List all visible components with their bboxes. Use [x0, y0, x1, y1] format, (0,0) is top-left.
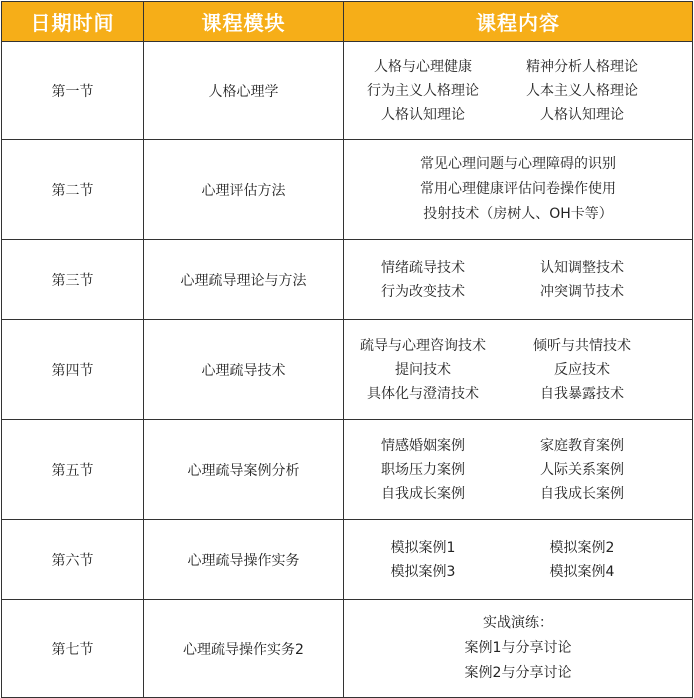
module-cell: 心理疏导技术 — [144, 320, 344, 420]
table-row — [2, 240, 693, 320]
date-cell: 第三节 — [2, 240, 144, 320]
content-item: 反应技术 — [554, 361, 610, 378]
content-grid — [344, 334, 692, 406]
content-item: 自我成长案例 — [381, 485, 465, 502]
header-module: 课程模块 — [144, 2, 344, 42]
content-item: 职场压力案例 — [381, 461, 465, 478]
content-item: 自我成长案例 — [540, 485, 624, 502]
content-item: 实战演练： — [483, 615, 553, 631]
content-cell — [344, 520, 693, 600]
content-item: 模拟案例2 — [549, 539, 615, 556]
content-item: 倾听与共情技术 — [533, 337, 631, 354]
module-cell: 心理疏导操作实务 — [144, 520, 344, 600]
content-item: 认知调整技术 — [540, 259, 624, 276]
content-item: 家庭教育案例 — [540, 437, 624, 454]
content-lines — [344, 152, 692, 227]
content-item: 行为改变技术 — [381, 283, 465, 300]
course-schedule-table — [1, 1, 693, 698]
content-item: 行为主义人格理论 — [367, 82, 479, 99]
module-cell: 心理评估方法 — [144, 140, 344, 240]
table-row — [2, 420, 693, 520]
module-cell: 人格心理学 — [144, 42, 344, 140]
content-item: 人本主义人格理论 — [526, 82, 638, 99]
module-cell: 心理疏导案例分析 — [144, 420, 344, 520]
content-cell — [344, 600, 693, 698]
date-cell: 第一节 — [2, 42, 144, 140]
content-item: 案例1与分享讨论 — [464, 640, 572, 656]
content-grid — [344, 55, 692, 127]
content-item: 具体化与澄清技术 — [367, 385, 479, 402]
content-lines — [344, 611, 692, 686]
table-row — [2, 42, 693, 140]
date-cell: 第五节 — [2, 420, 144, 520]
content-item: 常用心理健康评估问卷操作使用 — [420, 181, 616, 197]
header-row — [2, 2, 693, 42]
content-item: 人格认知理论 — [381, 106, 465, 123]
content-item: 自我暴露技术 — [540, 385, 624, 402]
content-cell — [344, 240, 693, 320]
content-grid — [344, 536, 692, 584]
header-content: 课程内容 — [344, 2, 693, 42]
module-cell: 心理疏导理论与方法 — [144, 240, 344, 320]
content-item: 人格认知理论 — [540, 106, 624, 123]
content-grid — [344, 256, 692, 304]
table-row — [2, 520, 693, 600]
content-grid — [344, 434, 692, 506]
content-cell — [344, 320, 693, 420]
module-cell: 心理疏导操作实务2 — [144, 600, 344, 698]
table-row — [2, 140, 693, 240]
content-item: 情感婚姻案例 — [381, 437, 465, 454]
content-item: 人格与心理健康 — [374, 58, 472, 75]
content-cell — [344, 140, 693, 240]
date-cell: 第四节 — [2, 320, 144, 420]
content-item: 精神分析人格理论 — [526, 58, 638, 75]
table-row — [2, 600, 693, 698]
content-cell — [344, 420, 693, 520]
content-item: 常见心理问题与心理障碍的识别 — [420, 156, 616, 172]
content-item: 案例2与分享讨论 — [464, 665, 572, 681]
content-item: 提问技术 — [395, 361, 451, 378]
content-item: 疏导与心理咨询技术 — [360, 337, 486, 354]
date-cell: 第二节 — [2, 140, 144, 240]
date-cell: 第六节 — [2, 520, 144, 600]
content-item: 情绪疏导技术 — [381, 259, 465, 276]
content-cell — [344, 42, 693, 140]
content-item: 投射技术（房树人、OH卡等） — [423, 206, 613, 222]
table-row — [2, 320, 693, 420]
header-date: 日期时间 — [2, 2, 144, 42]
content-item: 人际关系案例 — [540, 461, 624, 478]
content-item: 模拟案例3 — [390, 563, 456, 580]
content-item: 模拟案例4 — [549, 563, 615, 580]
date-cell: 第七节 — [2, 600, 144, 698]
content-item: 模拟案例1 — [390, 539, 456, 556]
content-item: 冲突调节技术 — [540, 283, 624, 300]
